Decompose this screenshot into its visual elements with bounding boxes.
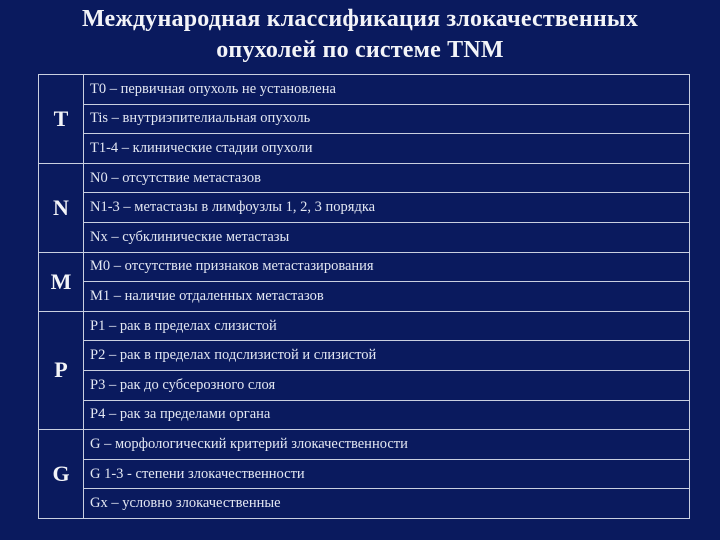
item-cell: M0 – отсутствие признаков метастазирования	[84, 252, 690, 282]
item-cell: P1 – рак в пределах слизистой	[84, 311, 690, 341]
table-row	[39, 193, 690, 223]
category-cell-p: P	[39, 311, 84, 429]
item-cell: Gx – условно злокачественные	[84, 489, 690, 519]
table-row	[39, 252, 690, 282]
category-cell-m: M	[39, 252, 84, 311]
table-row	[39, 75, 690, 105]
table-row	[39, 400, 690, 430]
item-cell: N1-3 – метастазы в лимфоузлы 1, 2, 3 порядка	[84, 193, 690, 223]
table-row	[39, 104, 690, 134]
item-cell: M1 – наличие отдаленных метастазов	[84, 282, 690, 312]
table-row	[39, 459, 690, 489]
tnm-classification-table	[38, 74, 690, 519]
table-row	[39, 282, 690, 312]
item-cell: P3 – рак до субсерозного слоя	[84, 370, 690, 400]
item-cell: T0 – первичная опухоль не установлена	[84, 75, 690, 105]
slide-title-line-1: Международная классификация злокачественных	[81, 6, 639, 32]
table-row	[39, 134, 690, 164]
table-row	[39, 163, 690, 193]
item-cell: G 1-3 - степени злокачественности	[84, 459, 690, 489]
table-row	[39, 430, 690, 460]
table-row	[39, 222, 690, 252]
item-cell: P2 – рак в пределах подслизистой и слизистой	[84, 341, 690, 371]
table-row	[39, 370, 690, 400]
category-cell-g: G	[39, 430, 84, 519]
item-cell: T1-4 – клинические стадии опухоли	[84, 134, 690, 164]
category-cell-t: T	[39, 75, 84, 164]
item-cell: P4 – рак за пределами органа	[84, 400, 690, 430]
item-cell: N0 – отсутствие метастазов	[84, 163, 690, 193]
slide-title-line-2: опухолей по системе TNM	[216, 37, 504, 63]
slide-title	[0, 4, 720, 66]
item-cell: Tis – внутриэпителиальная опухоль	[84, 104, 690, 134]
item-cell: G – морфологический критерий злокачественности	[84, 430, 690, 460]
table-row	[39, 489, 690, 519]
category-cell-n: N	[39, 163, 84, 252]
table-row	[39, 311, 690, 341]
item-cell: Nx – субклинические метастазы	[84, 222, 690, 252]
table-row	[39, 341, 690, 371]
